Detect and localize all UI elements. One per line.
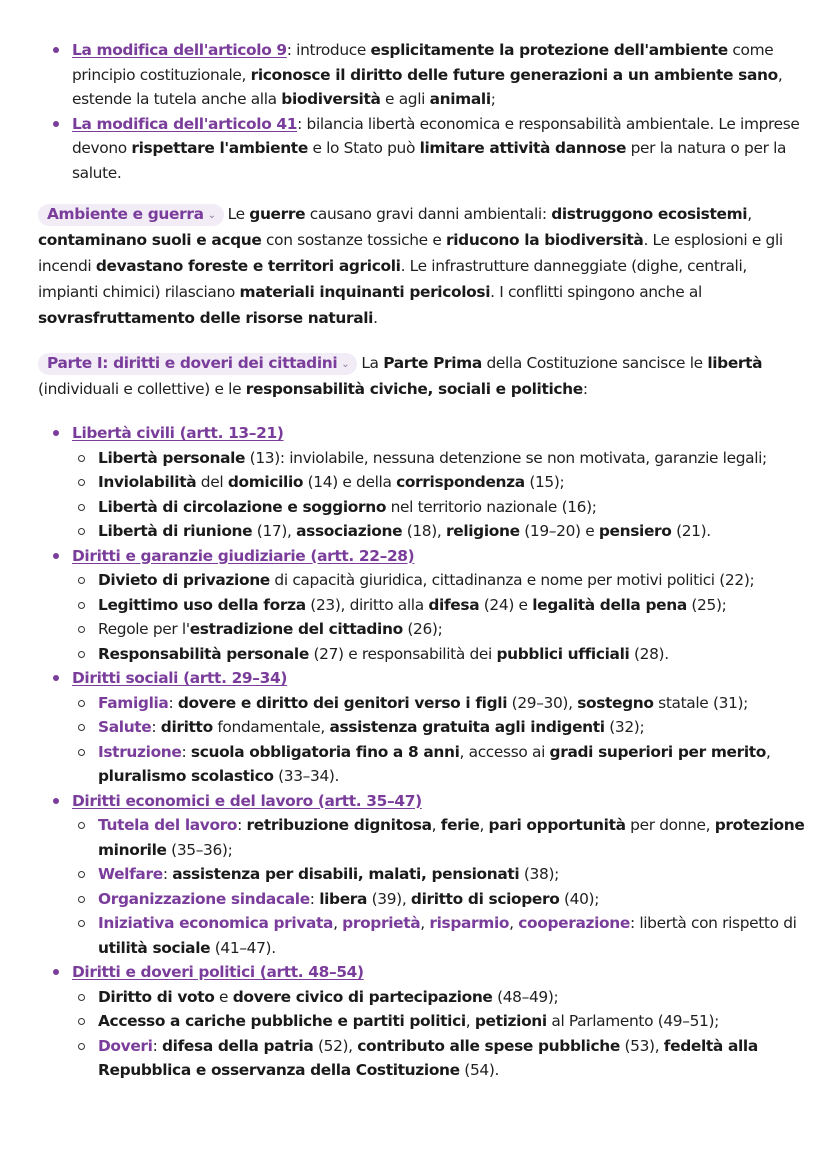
text-run: (35–36); (166, 840, 233, 859)
bullet-dot (53, 47, 59, 53)
text-run: , (420, 914, 430, 932)
bold-term: religione (446, 522, 520, 540)
bold-term: Inviolabilità (98, 473, 197, 491)
text-run: La (361, 354, 384, 372)
bold-term: domicilio (227, 473, 304, 491)
text-run: : introduce (286, 41, 371, 59)
text-run: (23), diritto alla (305, 595, 429, 614)
rights-group (38, 960, 813, 1083)
text-run: : (151, 718, 161, 736)
bullet-dot (53, 798, 59, 804)
bold-term: contaminano suoli e acque (38, 231, 262, 249)
bold-term: limitare attività dannose (419, 139, 627, 157)
bold-term: Legittimo uso della forza (98, 595, 306, 614)
bullet-dot (53, 675, 59, 681)
bullet-dot (53, 553, 59, 559)
bullet-circle (78, 479, 85, 486)
group-title-link[interactable]: Diritti e doveri politici (artt. 48–54) (72, 963, 364, 981)
text-run: (54). (459, 1061, 500, 1079)
text-run: , estende la tutela anche alla (72, 65, 783, 108)
text-run: al Parlamento (49–51); (546, 1012, 719, 1030)
bold-term: corrispondenza (396, 473, 525, 491)
bold-term: diritto di sciopero (410, 889, 560, 908)
sub-list (72, 985, 813, 1083)
text-run: : (162, 865, 173, 883)
text-run: , accesso ai (459, 742, 550, 761)
list-item (72, 446, 813, 471)
bullet-circle (78, 724, 85, 731)
bold-term: esplicitamente la protezione dell'ambiente (370, 41, 728, 59)
highlight-term: Salute (98, 718, 152, 736)
bold-term: sostegno (577, 693, 654, 712)
list-item (72, 519, 813, 544)
list-item (72, 593, 813, 618)
bold-term: Libertà personale (98, 448, 246, 467)
bullet-circle (78, 1043, 85, 1050)
list-item (72, 862, 813, 887)
bold-term: pluralismo scolastico (98, 767, 274, 785)
text-run: . I conflitti spingono anche al (490, 283, 702, 301)
text-run: (18), (402, 522, 446, 540)
bold-term: riconosce il diritto delle future generazioni a un ambiente sano (250, 65, 778, 84)
list-item (72, 911, 813, 960)
list-item (72, 715, 813, 740)
text-run: causano gravi danni ambientali: (305, 205, 552, 223)
highlight-term: Famiglia (98, 693, 169, 712)
bold-term: materiali inquinanti pericolosi (239, 283, 491, 301)
text-run: ; (490, 90, 496, 108)
bold-term: Divieto di privazione (98, 571, 270, 589)
text-run: come principio costituzionale, (72, 41, 774, 84)
ambiente-guerra-pill[interactable] (38, 204, 224, 226)
bold-term: associazione (296, 522, 403, 540)
text-run: (40); (559, 889, 600, 908)
bold-term: responsabilità civiche, sociali e politiche (245, 380, 583, 398)
group-title-link[interactable]: Diritti e garanzie giudiziarie (artt. 22–28) (72, 546, 415, 565)
text-run: per donne, (625, 816, 715, 834)
bold-term: sovrasfruttamento delle risorse naturali (38, 309, 374, 327)
text-run: con sostanze tossiche e (261, 231, 446, 249)
rights-group (38, 544, 813, 667)
parte-prima-pill[interactable] (38, 353, 357, 375)
pill-label: Ambiente e guerra (47, 205, 204, 223)
text-run: (52), (313, 1036, 358, 1055)
bullet-dot (53, 969, 59, 975)
text-run: (33–34). (273, 767, 340, 785)
text-run: e lo Stato può (307, 139, 420, 157)
bullet-circle (78, 920, 85, 927)
bold-term: assistenza gratuita agli indigenti (329, 718, 605, 736)
group-title-link[interactable]: Diritti sociali (artt. 29–34) (72, 669, 288, 687)
bullet-circle (78, 651, 85, 658)
list-item (72, 617, 813, 642)
bold-term: Diritto di voto (98, 987, 215, 1006)
bold-term: devastano foreste e territori agricoli (95, 257, 401, 275)
bullet-circle (78, 749, 85, 756)
bullet-circle (78, 528, 85, 535)
bold-term: Parte Prima (383, 354, 482, 372)
text-run: : (237, 816, 247, 834)
rights-group (38, 421, 813, 544)
sub-list (72, 813, 813, 960)
list-item (72, 1009, 813, 1034)
bold-term: protezione minorile (98, 816, 805, 859)
list-item (72, 813, 813, 862)
rights-group (38, 789, 813, 961)
bold-term: diritto (160, 718, 213, 736)
sub-list (72, 691, 813, 789)
text-run: (53), (619, 1036, 664, 1055)
constitution-amendments-list (38, 38, 808, 185)
bold-term: riducono la biodiversità (446, 231, 644, 249)
bold-term: Libertà di riunione (98, 522, 253, 540)
bold-term: petizioni (474, 1012, 547, 1030)
text-run: (39), (367, 889, 411, 908)
chevron-down-icon: ⌄ (341, 359, 350, 370)
highlight-term: Tutela del lavoro (98, 816, 238, 834)
bold-term: dovere civico di partecipazione (232, 987, 493, 1006)
text-run: , (333, 914, 343, 932)
group-title-link[interactable]: Libertà civili (artt. 13–21) (72, 424, 284, 442)
text-run: (32); (604, 718, 645, 736)
text-run: . (373, 309, 378, 327)
article-41-link[interactable]: La modifica dell'articolo 41 (72, 114, 298, 133)
list-item (72, 1034, 813, 1083)
text-run: , (766, 742, 771, 761)
text-run: (19–20) e (519, 522, 599, 540)
bold-term: Responsabilità personale (98, 644, 309, 663)
bold-term: contributo alle spese pubbliche (357, 1036, 620, 1055)
highlight-term: risparmio (429, 914, 510, 932)
text-run: : (168, 693, 178, 712)
bold-term: pubblici ufficiali (496, 644, 630, 663)
bold-term: difesa della patria (161, 1036, 314, 1055)
parte-prima-paragraph (38, 350, 808, 402)
list-item (38, 112, 808, 186)
bold-term: Libertà di circolazione e soggiorno (98, 497, 387, 516)
list-item (38, 38, 808, 112)
text-run: : (582, 380, 588, 398)
highlight-term: Welfare (98, 865, 163, 883)
pill-label: Parte I: diritti e doveri dei cittadini (47, 354, 338, 372)
text-run: (29–30), (507, 693, 578, 712)
text-run: (25); (686, 595, 727, 614)
text-run: : (181, 742, 191, 761)
text-run: (24) e (479, 595, 533, 614)
list-item (72, 985, 813, 1010)
text-run: della Costituzione sancisce le (481, 354, 708, 372)
highlight-term: Doveri (98, 1036, 153, 1055)
list-item (72, 495, 813, 520)
highlight-term: Istruzione (98, 742, 182, 761)
bullet-circle (78, 577, 85, 584)
text-run: (21). (671, 522, 711, 540)
text-run: , (465, 1012, 475, 1030)
rights-groups-list (38, 421, 813, 1083)
bullet-circle (78, 455, 85, 462)
text-run: : bilancia libertà economica e responsabilità ambientale. Le imprese devono (72, 114, 800, 157)
text-run: (27) e responsabilità dei (308, 644, 497, 663)
bold-term: rispettare l'ambiente (131, 139, 308, 157)
bullet-circle (78, 871, 85, 878)
text-run: , (431, 816, 441, 834)
group-title-link[interactable]: Diritti economici e del lavoro (artt. 35–47) (72, 791, 422, 810)
text-run: , (747, 205, 752, 223)
bullet-circle (78, 700, 85, 707)
ambiente-guerra-paragraph (38, 201, 808, 331)
text-run: Le (227, 205, 250, 223)
bullet-circle (78, 822, 85, 829)
bullet-circle (78, 626, 85, 633)
bullet-dot (53, 121, 59, 127)
list-item (72, 568, 813, 593)
bold-term: retribuzione dignitosa (246, 816, 432, 834)
text-run: (26); (402, 620, 443, 638)
list-item (72, 740, 813, 789)
text-run: (38); (519, 865, 559, 883)
text-run: (14) e della (303, 473, 397, 491)
sub-list (72, 446, 813, 544)
bold-term: animali (429, 90, 491, 108)
bold-term: utilità sociale (98, 938, 211, 957)
highlight-term: cooperazione (518, 914, 630, 932)
article-9-link[interactable]: La modifica dell'articolo 9 (72, 41, 287, 59)
bold-term: pensiero (598, 522, 672, 540)
text-run: e (214, 987, 233, 1006)
bold-term: pari opportunità (488, 816, 626, 834)
bold-term: libertà (707, 354, 763, 372)
bold-term: ferie (440, 816, 480, 834)
text-run: . Le esplosioni e gli incendi (38, 231, 783, 275)
bold-term: dovere e diritto dei genitori verso i figli (177, 693, 508, 712)
text-run: : (152, 1036, 162, 1055)
highlight-term: Organizzazione sindacale (98, 889, 310, 908)
text-run: (48–49); (492, 987, 559, 1006)
bold-term: guerre (249, 205, 306, 223)
highlight-term: Iniziativa economica privata (98, 914, 334, 932)
text-run: : libertà con rispetto di (629, 914, 797, 932)
bold-term: gradi superiori per merito (549, 742, 767, 761)
text-run: del (196, 473, 228, 491)
text-run: nel territorio nazionale (16); (386, 497, 597, 516)
bold-term: estradizione del cittadino (189, 620, 403, 638)
text-run: . Le infrastrutture danneggiate (dighe, centrali, impianti chimici) rilasciano (38, 257, 747, 301)
bold-term: fedeltà alla Repubblica e osservanza della Costituzione (98, 1036, 758, 1079)
text-run: e agli (380, 90, 430, 108)
bold-term: legalità della pena (532, 595, 687, 614)
list-item (72, 642, 813, 667)
list-item (72, 691, 813, 716)
text-run: di capacità giuridica, cittadinanza e nome per motivi politici (22); (269, 571, 755, 589)
rights-group (38, 666, 813, 789)
bullet-circle (78, 602, 85, 609)
text-run: : (309, 889, 320, 908)
text-run: , (479, 816, 489, 834)
text-run: (individuali e collettive) e le (38, 380, 246, 398)
bullet-dot (53, 430, 59, 436)
chevron-down-icon: ⌄ (207, 210, 216, 221)
bold-term: difesa (428, 595, 480, 614)
sub-list (72, 568, 813, 666)
list-item (72, 470, 813, 495)
text-run: Regole per l' (98, 620, 190, 638)
text-run: (28). (629, 644, 669, 663)
bold-term: Accesso a cariche pubbliche e partiti politici (98, 1012, 466, 1030)
bold-term: assistenza per disabili, malati, pensionati (172, 865, 520, 883)
highlight-term: proprietà (342, 914, 421, 932)
text-run: (13): inviolabile, nessuna detenzione se non motivata, garanzie legali; (245, 448, 767, 467)
bold-term: libera (319, 889, 368, 908)
text-run: (41–47). (210, 938, 276, 957)
bold-term: biodiversità (281, 90, 381, 108)
bold-term: scuola obbligatoria fino a 8 anni (190, 742, 460, 761)
text-run: , (509, 914, 519, 932)
text-run: per la natura o per la salute. (72, 139, 787, 182)
list-item (72, 887, 813, 912)
bullet-circle (78, 1018, 85, 1025)
bullet-circle (78, 994, 85, 1001)
text-run: statale (31); (653, 693, 748, 712)
text-run: (15); (524, 473, 565, 491)
bullet-circle (78, 504, 85, 511)
bold-term: distruggono ecosistemi (551, 205, 748, 223)
text-run: (17), (252, 522, 297, 540)
bullet-circle (78, 896, 85, 903)
text-run: fondamentale, (212, 718, 330, 736)
